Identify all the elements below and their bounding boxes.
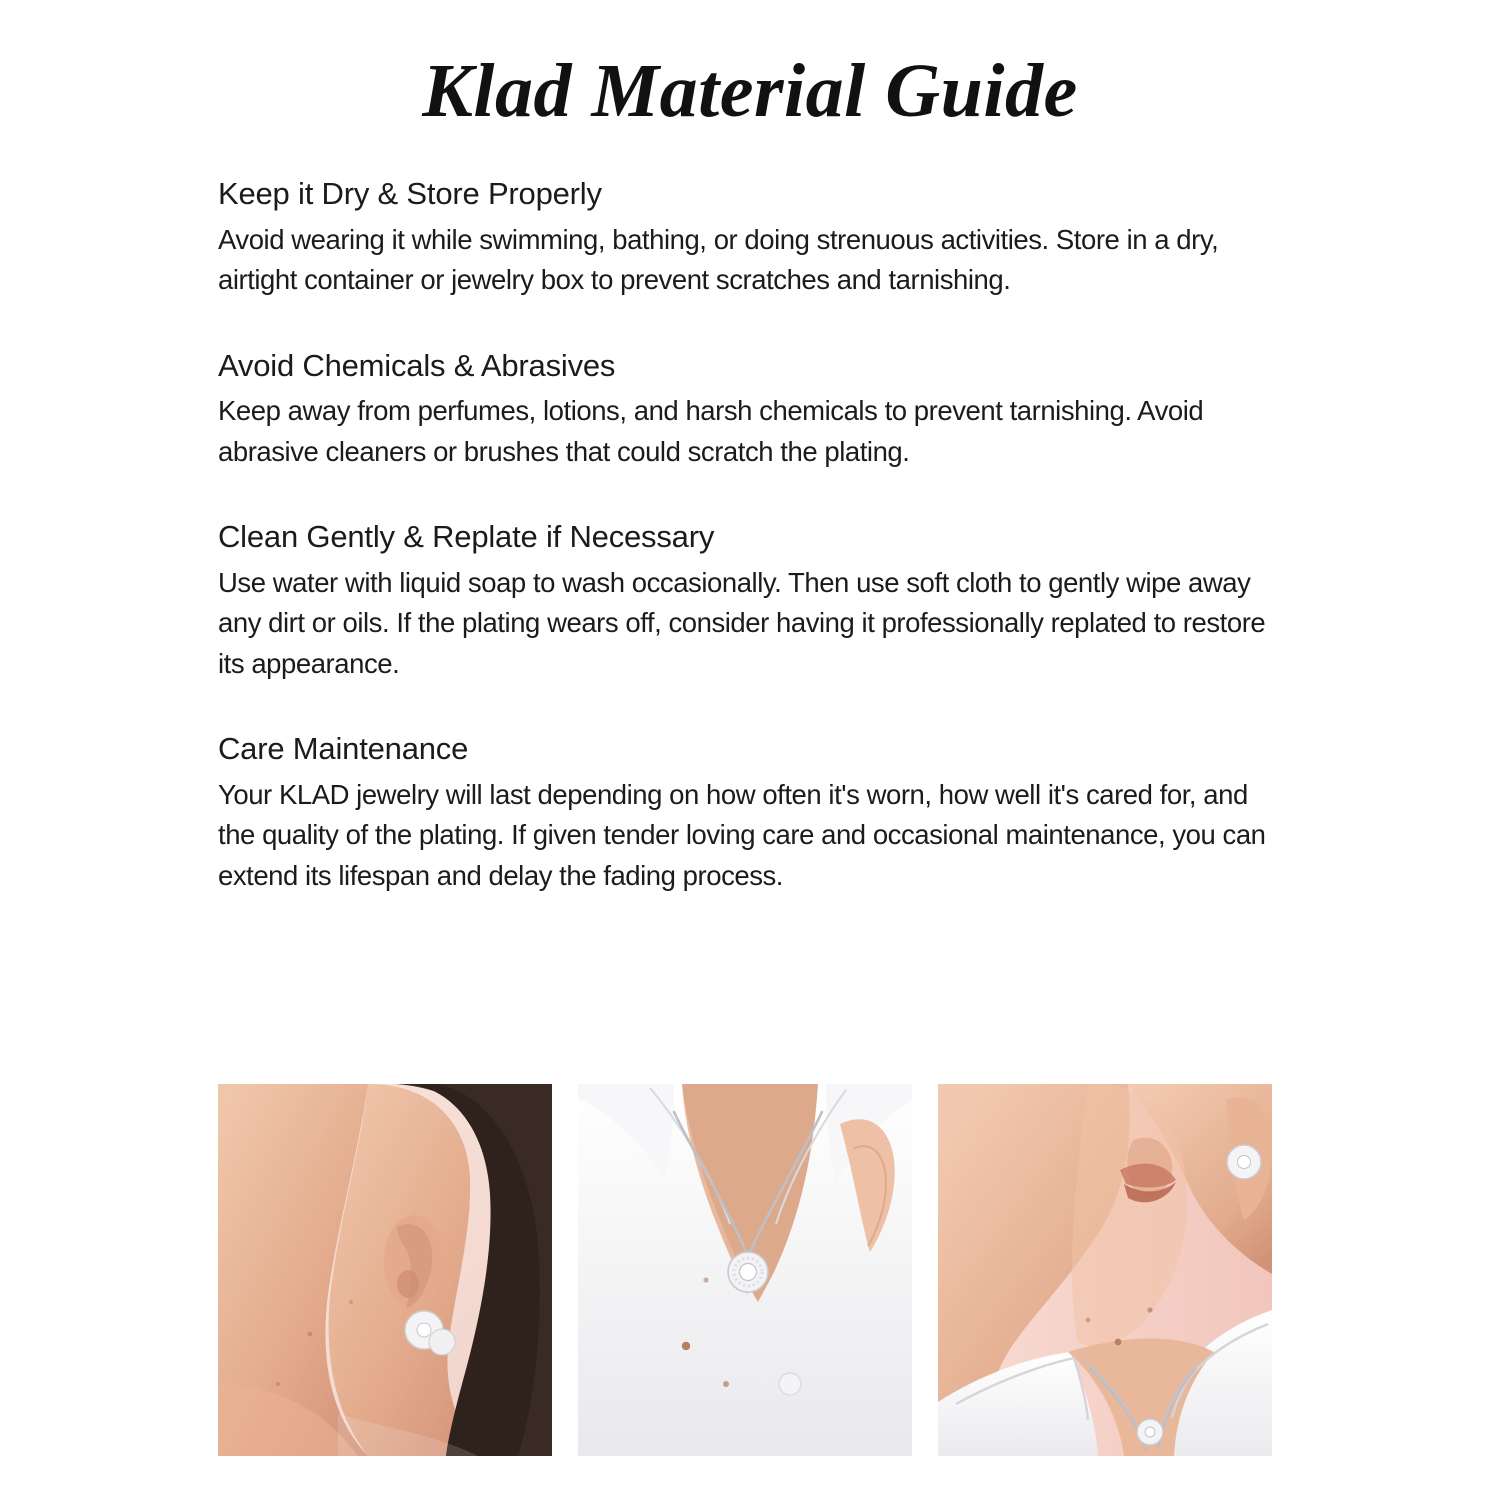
section-heading: Clean Gently & Replate if Necessary [218,519,715,555]
gallery-photo-earring-necklace-pink [938,1084,1272,1456]
guide-sections [0,175,1500,896]
page-title: Klad Material Guide [422,49,1078,133]
section-clean-gently [218,518,1285,684]
section-heading: Avoid Chemicals & Abrasives [218,347,616,383]
section-body: Use water with liquid soap to wash occasionally. Then use soft cloth to gently wipe away any dirt or oils. If the plating wears off, consider having it professionally replated to restore its appearance. [218,566,1266,679]
gallery-photo-earring-profile [218,1084,552,1456]
section-keep-it-dry [218,175,1285,301]
section-heading: Care Maintenance [218,731,469,767]
gallery-photo-necklace-pendant [578,1084,912,1456]
section-heading: Keep it Dry & Store Properly [218,176,602,211]
section-body: Avoid wearing it while swimming, bathing, or doing strenuous activities. Store in a dry, airtight container or jewelry box to prevent scratches and tarnishing. [218,223,1219,296]
section-body: Keep away from perfumes, lotions, and harsh chemicals to prevent tarnishing. Avoid abrasive cleaners or brushes that could scratch the plating. [218,395,1204,467]
section-avoid-chemicals [218,347,1285,473]
section-body: Your KLAD jewelry will last depending on how often it's worn, how well it's cared for, and the quality of the plating. If given tender loving care and occasional maintenance, you can extend its lifespan and delay the fading process. [218,778,1266,891]
product-photo-gallery [218,1084,1272,1456]
section-care-maintenance [218,730,1285,896]
